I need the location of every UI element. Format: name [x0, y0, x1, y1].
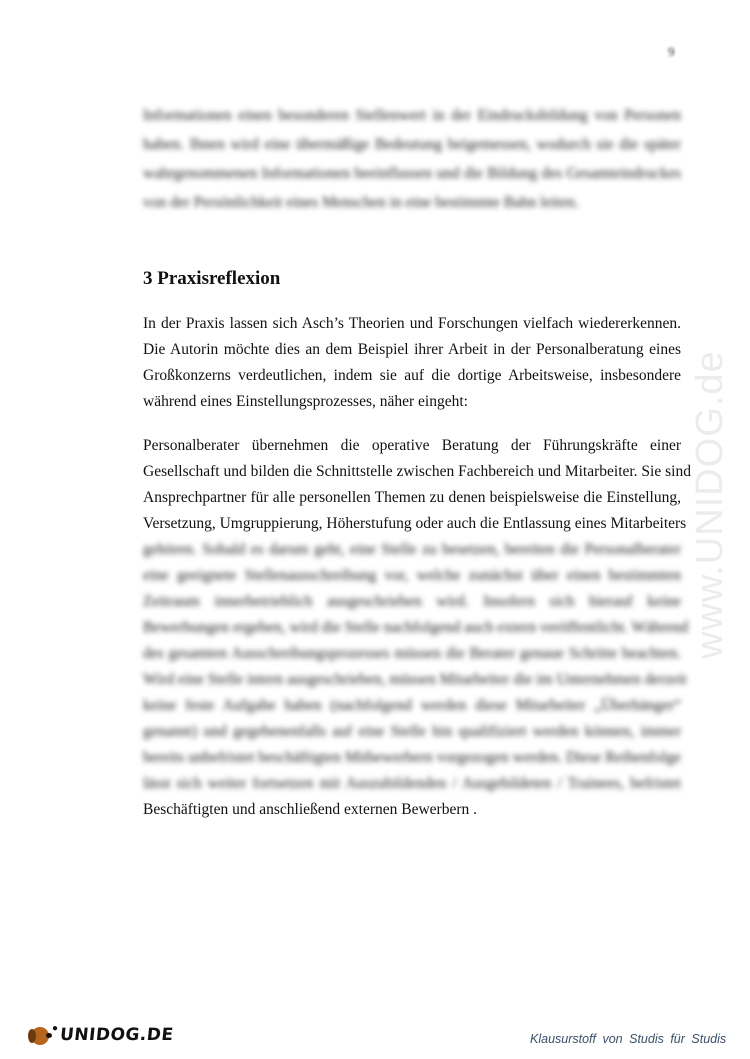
- text-line: wahrgenommenen Informationen beeinflussen und die Bildung des Gesamteindruckes: [143, 165, 681, 182]
- section-heading: 3 Praxisreflexion: [143, 268, 281, 289]
- paw-icon: ●: [52, 1022, 59, 1034]
- text-line: Bewerbungen ergeben, wird die Stelle nachfolgend auch extern veröffentlicht. Während: [143, 619, 689, 636]
- dog-icon: [28, 1021, 54, 1049]
- watermark-text: www.UNIDOG.de: [689, 350, 731, 660]
- logo-text: UNIDOG.DE: [58, 1025, 175, 1045]
- paragraph-blurred-part: [143, 537, 689, 797]
- paragraph-visible-end: [143, 797, 681, 823]
- text-line: gehören. Sobald es darum geht, eine Stelle zu besetzen, bereiten die Personalberater: [143, 541, 681, 558]
- paragraph-visible-part: [143, 433, 691, 537]
- unidog-logo: [28, 1020, 174, 1050]
- text-line: Versetzung, Umgruppierung, Höherstufung oder auch die Entlassung eines Mitarbeiters: [143, 515, 687, 532]
- text-line: Wird eine Stelle intern ausgeschrieben, müssen Mitarbeiter die im Unternehmen derzeit: [143, 671, 687, 688]
- text-line: genannt) und gegebenenfalls auf eine Stelle hin qualifiziert werden können, immer: [143, 723, 681, 740]
- page-number: 9: [668, 44, 675, 59]
- text-line: Die Autorin möchte dies an dem Beispiel ihrer Arbeit in der Personalberatung eines: [143, 341, 681, 358]
- text-line: keine feste Aufgabe haben (nachfolgend werden diese Mitarbeiter „Überhänger“: [143, 697, 681, 714]
- text-line: von der Persönlichkeit eines Menschen in eine bestimmte Bahn leiten.: [143, 194, 579, 211]
- footer-tagline: Klausurstoff von Studis für Studis: [530, 1032, 727, 1046]
- text-line: während eines Einstellungsprozesses, näher eingeht:: [143, 393, 468, 410]
- text-line: des gesamten Ausschreibungsprozesses müssen die Berater genaue Schritte beachten.: [143, 645, 681, 662]
- text-line: Personalberater übernehmen die operative Beratung der Führungskräfte einer: [143, 437, 681, 454]
- text-line: Gesellschaft und bilden die Schnittstelle zwischen Fachbereich und Mitarbeiter. Sie sind: [143, 463, 691, 480]
- paragraph-personnel-consultant: [143, 433, 691, 823]
- paragraph-practice-intro: [143, 311, 681, 415]
- text-line: lässt sich weiter fortsetzen mit Auszubildenden / Ausgebildeten / Trainees, befristet: [143, 775, 681, 792]
- intro-paragraph: [143, 101, 681, 217]
- text-line: Zeitraum innerbetrieblich ausgeschrieben wird. Insofern sich hierauf keine: [143, 593, 681, 610]
- text-line: Ansprechpartner für alle personellen Themen zu denen beispielsweise die Einstellung,: [143, 489, 681, 506]
- text-line: eine geeignete Stellenausschreibung vor, welche zunächst über einen bestimmten: [143, 567, 681, 584]
- text-line: bereits unbefristet beschäftigten Mitbewerbern vorgezogen werden. Diese Reihenfolge: [143, 749, 681, 766]
- text-line: Beschäftigten und anschließend externen Bewerbern .: [143, 801, 477, 818]
- text-line: Informationen einen besonderen Stellenwert in der Eindrucksbildung von Personen: [143, 107, 681, 124]
- text-line: Großkonzerns verdeutlichen, indem sie auf die dortige Arbeitsweise, insbesondere: [143, 367, 681, 384]
- text-line: In der Praxis lassen sich Asch’s Theorien und Forschungen vielfach wiedererkennen.: [143, 315, 681, 332]
- text-line: haben. Ihnen wird eine übermäßige Bedeutung beigemessen, wodurch sie die später: [143, 136, 681, 153]
